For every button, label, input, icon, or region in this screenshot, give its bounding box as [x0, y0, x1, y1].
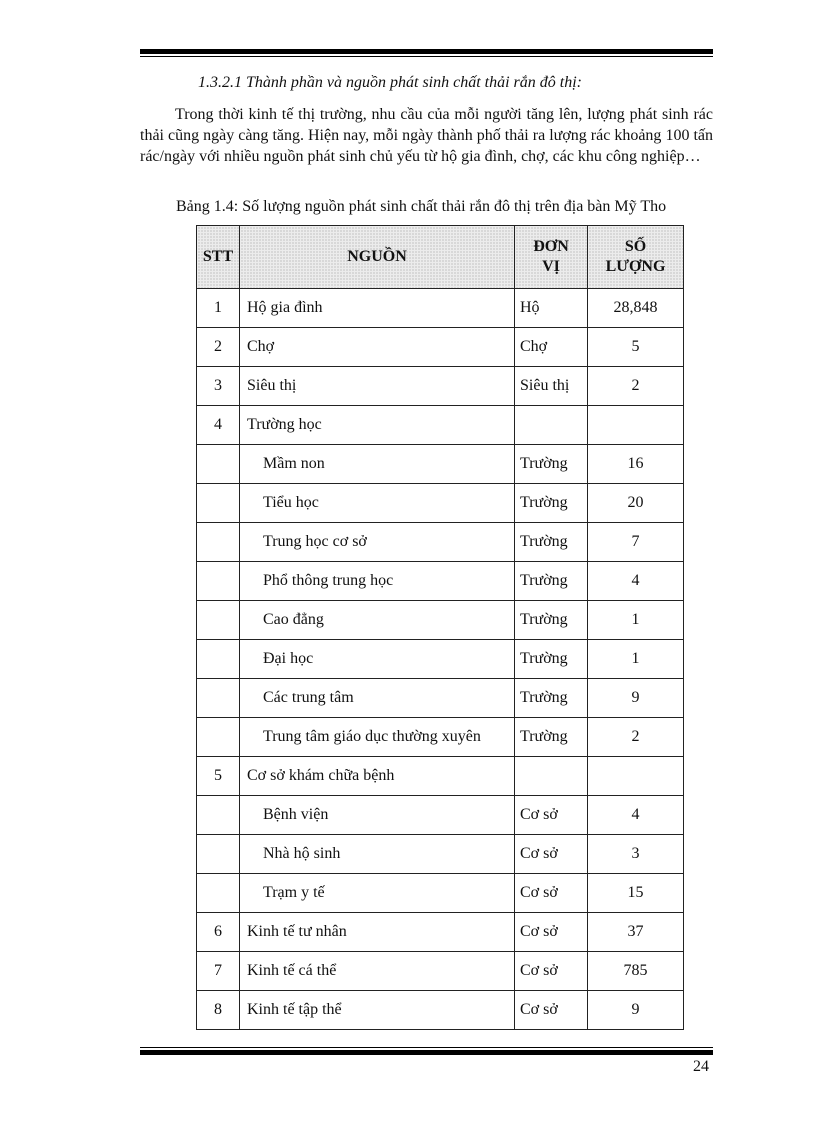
cell-unit: Trường [515, 679, 588, 718]
cell-source: Kinh tế cá thể [240, 952, 515, 991]
cell-source: Cơ sở khám chữa bệnh [240, 757, 515, 796]
cell-quantity: 16 [588, 445, 684, 484]
cell-source: Trung tâm giáo dục thường xuyên [240, 718, 515, 757]
cell-source: Đại học [240, 640, 515, 679]
table-row [197, 640, 684, 679]
cell-stt [197, 640, 240, 679]
cell-stt [197, 835, 240, 874]
cell-unit: Cơ sở [515, 952, 588, 991]
table-row [197, 562, 684, 601]
cell-stt: 1 [197, 289, 240, 328]
cell-source: Siêu thị [240, 367, 515, 406]
cell-quantity: 7 [588, 523, 684, 562]
header-stt: STT [197, 226, 240, 289]
cell-unit: Chợ [515, 328, 588, 367]
cell-stt [197, 445, 240, 484]
cell-stt: 4 [197, 406, 240, 445]
cell-unit: Hộ [515, 289, 588, 328]
cell-unit: Trường [515, 484, 588, 523]
cell-unit: Trường [515, 445, 588, 484]
cell-source: Tiểu học [240, 484, 515, 523]
cell-stt [197, 601, 240, 640]
table-row [197, 523, 684, 562]
cell-source: Kinh tế tập thể [240, 991, 515, 1030]
table-row [197, 757, 684, 796]
cell-source: Trung học cơ sở [240, 523, 515, 562]
cell-unit: Cơ sở [515, 874, 588, 913]
header-source: NGUỒN [240, 226, 515, 289]
cell-quantity: 2 [588, 367, 684, 406]
table-row [197, 952, 684, 991]
body-paragraph: Trong thời kinh tế thị trường, nhu cầu của mỗi người tăng lên, lượng phát sinh rác thải cũng ngày càng tăng. Hiện nay, mỗi ngày thành phố thải ra lượng rác khoảng 100 tấn rác/ngày với nhiều nguồn phát sinh chủ yếu từ hộ gia đình, chợ, các khu công nghiệp… [140, 106, 713, 165]
table-caption: Bảng 1.4: Số lượng nguồn phát sinh chất thải rắn đô thị trên địa bàn Mỹ Tho [176, 198, 667, 215]
cell-quantity: 28,848 [588, 289, 684, 328]
cell-stt [197, 523, 240, 562]
cell-source: Các trung tâm [240, 679, 515, 718]
table-row [197, 991, 684, 1030]
cell-source: Phổ thông trung học [240, 562, 515, 601]
header-unit [515, 226, 588, 289]
cell-stt [197, 484, 240, 523]
table-row [197, 874, 684, 913]
cell-quantity: 20 [588, 484, 684, 523]
header-unit-line2: VỊ [542, 258, 560, 275]
table-row [197, 289, 684, 328]
header-rule [140, 49, 713, 54]
cell-stt: 5 [197, 757, 240, 796]
cell-unit: Trường [515, 562, 588, 601]
cell-source: Chợ [240, 328, 515, 367]
cell-stt: 7 [197, 952, 240, 991]
cell-quantity: 9 [588, 991, 684, 1030]
table-row [197, 445, 684, 484]
table-row [197, 367, 684, 406]
cell-quantity [588, 757, 684, 796]
cell-stt: 8 [197, 991, 240, 1030]
cell-unit: Siêu thị [515, 367, 588, 406]
cell-quantity: 15 [588, 874, 684, 913]
cell-quantity: 1 [588, 640, 684, 679]
table-row [197, 601, 684, 640]
header-rule-thin [140, 56, 713, 57]
cell-unit: Cơ sở [515, 835, 588, 874]
header-quantity [588, 226, 684, 289]
cell-quantity: 2 [588, 718, 684, 757]
page-number: 24 [693, 1058, 709, 1075]
cell-source: Hộ gia đình [240, 289, 515, 328]
table-row [197, 679, 684, 718]
cell-stt [197, 562, 240, 601]
table-row [197, 718, 684, 757]
cell-source: Mầm non [240, 445, 515, 484]
cell-quantity: 9 [588, 679, 684, 718]
section-heading: 1.3.2.1 Thành phần và nguồn phát sinh chất thải rắn đô thị: [198, 74, 582, 91]
table-row [197, 406, 684, 445]
cell-quantity: 785 [588, 952, 684, 991]
table-row [197, 328, 684, 367]
cell-unit: Trường [515, 640, 588, 679]
cell-quantity: 3 [588, 835, 684, 874]
table-row [197, 484, 684, 523]
cell-unit: Trường [515, 601, 588, 640]
cell-stt [197, 679, 240, 718]
cell-unit: Trường [515, 523, 588, 562]
cell-unit [515, 757, 588, 796]
cell-stt [197, 874, 240, 913]
cell-stt: 2 [197, 328, 240, 367]
source-table [196, 225, 684, 1030]
footer-rule-thin [140, 1047, 713, 1048]
cell-unit: Trường [515, 718, 588, 757]
cell-quantity: 1 [588, 601, 684, 640]
table-row [197, 835, 684, 874]
cell-source: Cao đẳng [240, 601, 515, 640]
cell-quantity: 4 [588, 562, 684, 601]
cell-unit: Cơ sở [515, 796, 588, 835]
table-row [197, 913, 684, 952]
table-row [197, 796, 684, 835]
cell-unit [515, 406, 588, 445]
header-unit-line1: ĐƠN [533, 238, 569, 255]
cell-stt [197, 796, 240, 835]
footer-rule [140, 1050, 713, 1055]
cell-stt: 3 [197, 367, 240, 406]
cell-quantity [588, 406, 684, 445]
cell-source: Kinh tế tư nhân [240, 913, 515, 952]
header-qty-line2: LƯỢNG [605, 258, 666, 275]
header-qty-line1: SỐ [624, 238, 647, 255]
cell-quantity: 37 [588, 913, 684, 952]
cell-quantity: 5 [588, 328, 684, 367]
cell-stt [197, 718, 240, 757]
cell-stt: 6 [197, 913, 240, 952]
table-header-row [197, 226, 684, 289]
cell-source: Trạm y tế [240, 874, 515, 913]
cell-source: Nhà hộ sinh [240, 835, 515, 874]
cell-unit: Cơ sở [515, 991, 588, 1030]
cell-source: Bệnh viện [240, 796, 515, 835]
cell-source: Trường học [240, 406, 515, 445]
cell-unit: Cơ sở [515, 913, 588, 952]
cell-quantity: 4 [588, 796, 684, 835]
